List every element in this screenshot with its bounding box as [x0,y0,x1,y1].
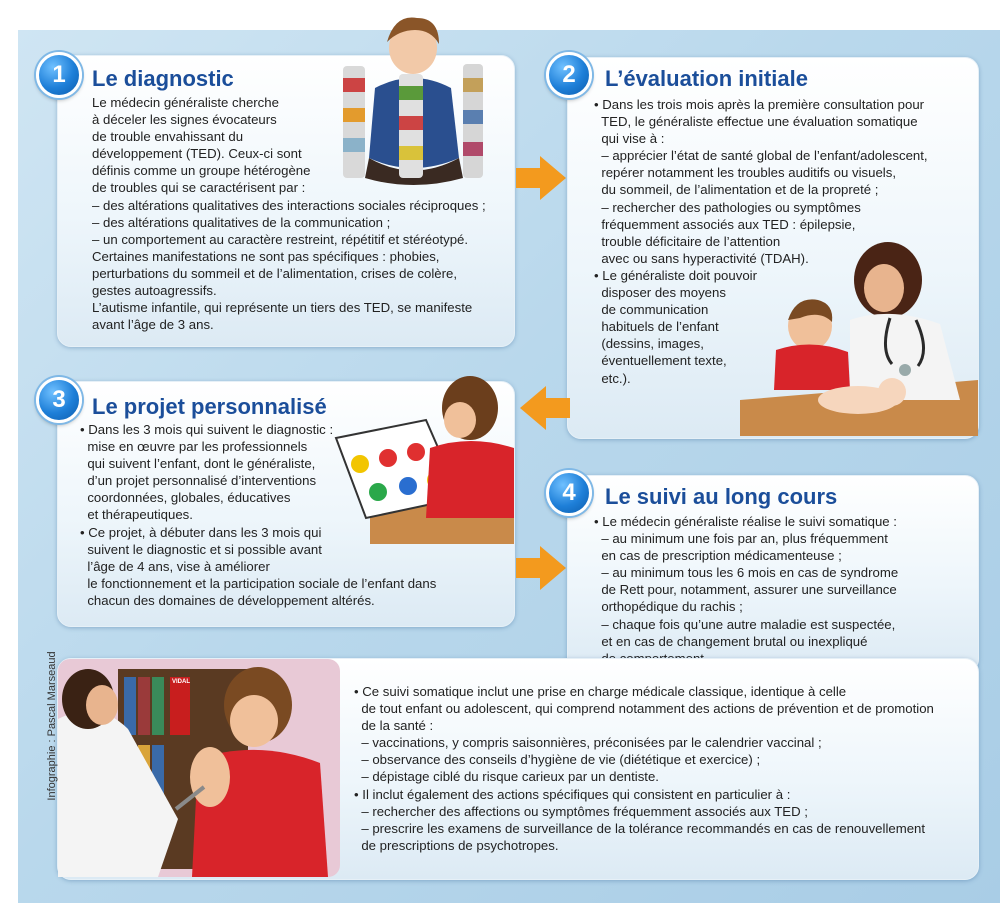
title-projet: Le projet personnalisé [92,394,327,419]
arrow-right-1 [516,156,566,200]
boy-with-cans-illustration [335,8,485,188]
text-suivi: • Le médecin généraliste réalise le suivi somatique : – au minimum une fois par an, plus fréquemment en cas de prescription médicamenteuse ; – au minimum tous les 6 mois en cas de syndrome de Rett pour, notamment, assurer une surveillance orthopédique du rachis ; – chaque fois qu’une autre maladie est suspectée, et en cas de changement brutal ou inexpliqué [594,514,899,649]
arrow-right-3 [516,546,566,590]
text-projet: • Dans les 3 mois qui suivent le diagnostic : mise en œuvre par les professionnels qui suivent l’enfant, dont le généraliste, d’un projet personnalisé d’interventions coordonnées, globales, éducatives et thérapeutiques. • Ce projet, à débuter dans les 3 mois qui suivent le diagnostic et si possible avant l’âge de 4 ans, vise à améliorer le fonctionnement et la participation sociale de l’enfant dans chacun des domaines de développement altérés. [80,422,437,608]
text-evaluation: • Dans les trois mois après la première consultation pour TED, le généraliste effectue une évaluation somatique qui vise à : – apprécier l’état de santé global de l’enfant/adolescent, repérer notamment les troubles auditifs ou visuels, du sommeil, de l’alimentation et de la propreté ; – rechercher des pathologies ou symptômes fréquemment associés aux TED : épilepsie, trouble déficitaire de l’attention avec ou sans hyperactivité (TDAH). • Le généraliste doit pouvoir disposer des moyens de communication habituels de l’enfant (dessins, images, éventuellement texte, etc.). [594,97,928,386]
credit-text: Infographie : Pascal Marseaud [46,651,58,801]
title-diagnostic: Le diagnostic [92,66,234,91]
title-suivi: Le suivi au long cours [605,484,838,509]
text-bottom: • Ce suivi somatique inclut une prise en charge médicale classique, identique à celle de tout enfant ou adolescent, qui comprend notamment des actions de prévention et de promotion de la santé : – vaccinations, y compris saisonnières, préconisées par le calendrier vaccinal ; – observance des conseils d’hygiène de vie (diététique et exercice) ; – dépistage ciblé du risque carieux par un dentiste. • Il inclut également des actions spécifiques qui consistent en particulier à : – rechercher des affections ou symptômes fréquemment associés aux TED ; – prescrire les examens de surveillance de la tolérance recommandés en cas de renouvellement de prescriptions de psychotropes. [354,684,934,853]
doctor-and-child-illustration [740,240,978,436]
boy-with-picture-board-illustration [330,368,514,544]
arrow-left-2 [520,386,570,430]
badge-4: 4 [546,470,592,516]
text-diagnostic: Le médecin généraliste cherche à déceler les signes évocateurs de trouble envahissant du développement (TED). Ceux-ci sont définis comme un groupe hétérogène de troubles qui se caractérisent par : – des altérations qualitatives des interactions sociales réciproques ; – des altérations qualitatives de la communication ; – un comportement au caractère restreint, répétitif et stéréotypé. Certaines manifestations ne sont pas spécifiques : phobies, perturbations du sommeil et de l’alimentation, crises de colère, gestes autoagressifs. L’autisme infantile, qui représente un tiers des TED, se manifeste avant l’âge de 3 ans. [92,95,486,333]
badge-2: 2 [546,52,592,98]
vaccination-illustration [58,659,340,877]
vidal-book-label: VIDAL [172,679,190,685]
badge-1: 1 [36,52,82,98]
title-evaluation: L’évaluation initiale [605,66,808,91]
badge-3: 3 [36,377,82,423]
